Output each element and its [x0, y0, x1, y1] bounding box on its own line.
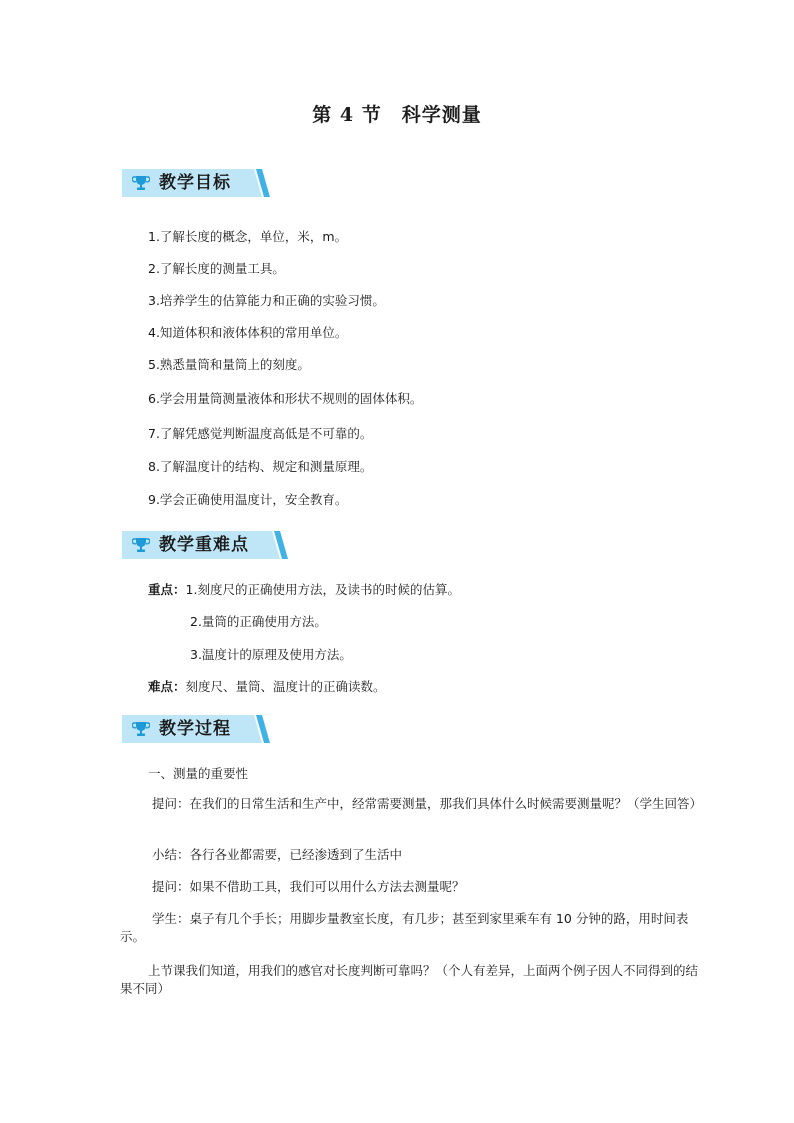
process-heading: 一、测量的重要性 [148, 766, 249, 781]
difficult-point-text: 刻度尺、量筒、温度计的正确读数。 [185, 679, 386, 694]
difficult-point-row [148, 679, 386, 695]
objective-item: 7.了解凭感觉判断温度高低是不可靠的。 [148, 426, 373, 441]
trophy-icon [132, 174, 150, 192]
section-heading: 教学目标 [159, 173, 231, 193]
trophy-icon [132, 720, 150, 738]
section-heading: 教学过程 [159, 719, 231, 739]
section-banner-process [122, 714, 272, 744]
key-point-item: 3.温度计的原理及使用方法。 [190, 647, 352, 662]
process-paragraph: 提问：在我们的日常生活和生产中，经常需要测量，那我们具体什么时候需要测量呢？（学生回答） [152, 796, 703, 811]
objective-item: 2.了解长度的测量工具。 [148, 261, 285, 276]
objective-item: 3.培养学生的估算能力和正确的实验习惯。 [148, 293, 385, 308]
objective-item: 6.学会用量筒测量液体和形状不规则的固体体积。 [148, 391, 423, 406]
process-paragraph: 提问：如果不借助工具，我们可以用什么方法去测量呢？ [152, 879, 465, 894]
key-point-item: 2.量筒的正确使用方法。 [190, 614, 327, 629]
difficult-point-label: 难点： [148, 679, 186, 694]
objective-item: 4.知道体积和液体体积的常用单位。 [148, 325, 348, 340]
trophy-icon [132, 536, 150, 554]
process-paragraph: 小结：各行各业都需要，已经渗透到了生活中 [152, 847, 403, 862]
objective-item: 9.学会正确使用温度计，安全教育。 [148, 492, 348, 507]
page-title: 第 4 节 科学测量 [312, 104, 482, 126]
section-heading: 教学重难点 [159, 535, 249, 555]
process-paragraph: 上节课我们知道，用我们的感官对长度判断可靠吗？（个人有差异，上面两个例子因人不同得到的结果不同） [120, 963, 699, 996]
section-banner-key-points [122, 530, 292, 560]
objective-item: 8.了解温度计的结构、规定和测量原理。 [148, 459, 373, 474]
process-paragraph: 学生：桌子有几个手长；用脚步量教室长度，有几步；甚至到家里乘车有 10 分钟的路，用时间表示。 [120, 911, 689, 944]
objective-item: 1.了解长度的概念，单位，米，m。 [148, 229, 348, 244]
key-point-row [148, 582, 460, 598]
objective-item: 5.熟悉量筒和量筒上的刻度。 [148, 357, 310, 372]
key-point-item: 1.刻度尺的正确使用方法，及读书的时候的估算。 [185, 582, 460, 597]
key-point-label: 重点： [148, 582, 186, 597]
section-banner-objectives [122, 168, 272, 198]
